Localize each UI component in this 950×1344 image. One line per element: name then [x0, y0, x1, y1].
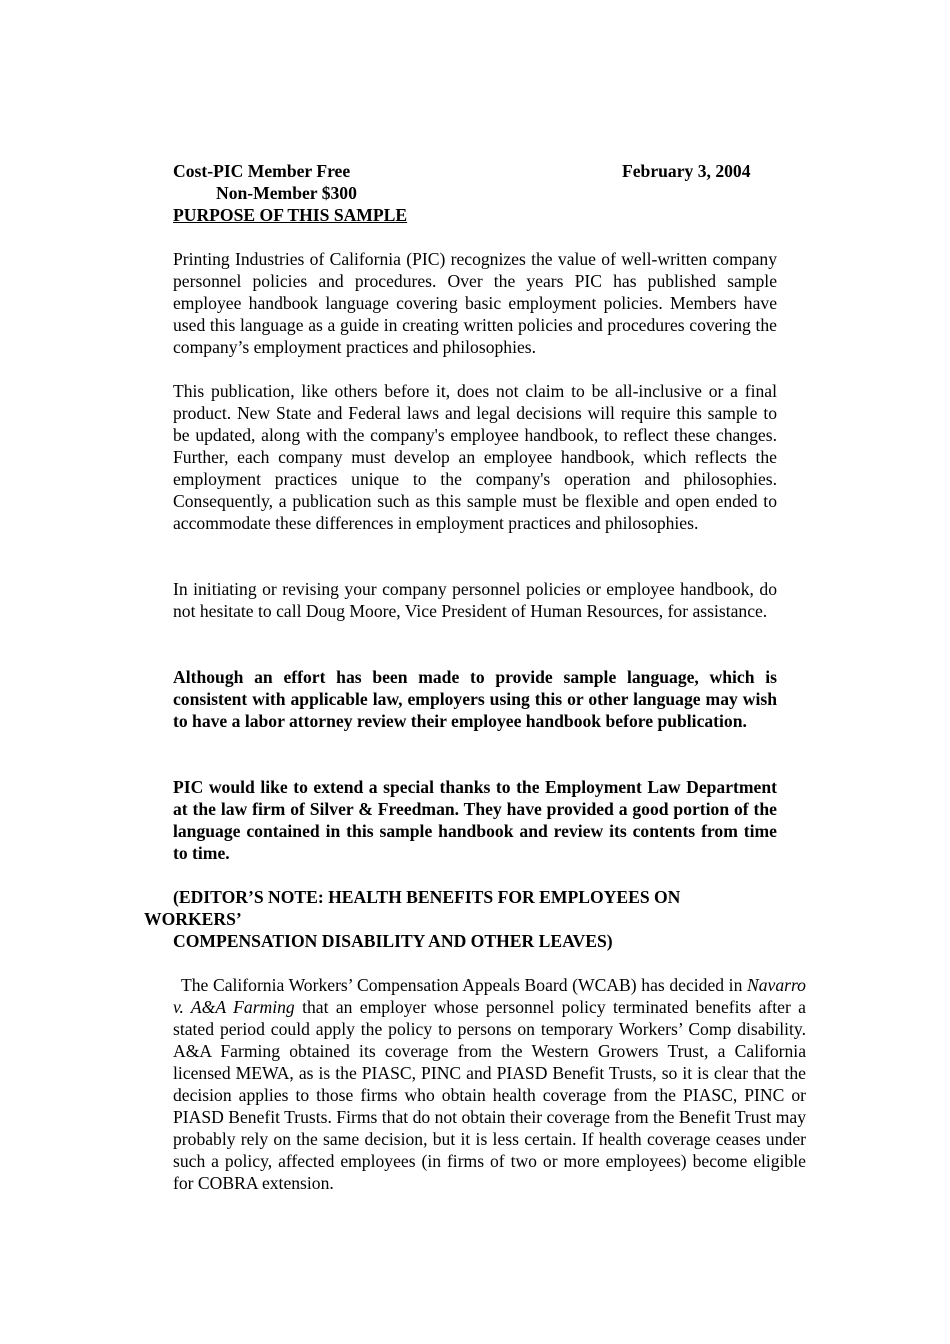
- contact-paragraph: In initiating or revising your company personnel policies or employee handbook, do not hesitate to call Doug Moore, Vice President of Human Resources, for assistance.: [173, 579, 777, 621]
- wcab-lead-text: The California Workers’ Compensation Appeals Board (WCAB) has decided in: [181, 975, 743, 995]
- intro-paragraph: Printing Industries of California (PIC) recognizes the value of well-written company personnel policies and procedures. Over the years PIC has published sample employee handbook language covering basic employment policies. Members have used this language as a guide in creating written policies and procedures covering the company’s employment practices and philosophies.: [173, 249, 777, 357]
- case-name: Navarro v. A&A Farming: [173, 975, 806, 1017]
- cost-label: Cost-PIC Member Free: [173, 161, 351, 181]
- non-member-price: Non-Member $300: [216, 183, 357, 203]
- editor-note-line-3: COMPENSATION DISABILITY AND OTHER LEAVES): [173, 931, 613, 951]
- purpose-heading: PURPOSE OF THIS SAMPLE: [173, 205, 408, 225]
- wcab-paragraph: [173, 974, 806, 1194]
- wcab-body-text: that an employer whose personnel policy terminated benefits after a stated period could apply the policy to persons on temporary Workers’ Comp disability. A&A Farming obtained its coverage from the Western Growers Trust, a California licensed MEWA, as is the PIASC, PINC and PIASD Benefit Trusts, so it is clear that the decision applies to those firms who obtain health coverage from the PIASC, PINC or PIASD Benefit Trusts. Firms that do not obtain their coverage from the Benefit Trust may probably rely on the same decision, but it is less certain. If health coverage ceases under such a policy, affected employees (in firms of two or more employees) become eligible for COBRA extension.: [173, 997, 806, 1193]
- editor-note-line-1: (EDITOR’S NOTE: HEALTH BENEFITS FOR EMPLOYEES ON: [173, 887, 681, 907]
- thanks-paragraph: PIC would like to extend a special thanks to the Employment Law Department at the law firm of Silver & Freedman. They have provided a good portion of the language contained in this sample handbook and review its contents from time to time.: [173, 777, 777, 863]
- publication-paragraph: This publication, like others before it, does not claim to be all-inclusive or a final product. New State and Federal laws and legal decisions will require this sample to be updated, along with the company's employee handbook, to reflect these changes. Further, each company must develop an employee handbook, which reflects the employment practices unique to the company's operation and philosophies. Consequently, a publication such as this sample must be flexible and open ended to accommodate these differences in employment practices and philosophies.: [173, 381, 777, 533]
- editor-note-line-2: WORKERS’: [144, 909, 242, 929]
- document-date: February 3, 2004: [622, 161, 751, 181]
- disclaimer-paragraph: Although an effort has been made to provide sample language, which is consistent with applicable law, employers using this or other language may wish to have a labor attorney review their employee handbook before publication.: [173, 667, 777, 731]
